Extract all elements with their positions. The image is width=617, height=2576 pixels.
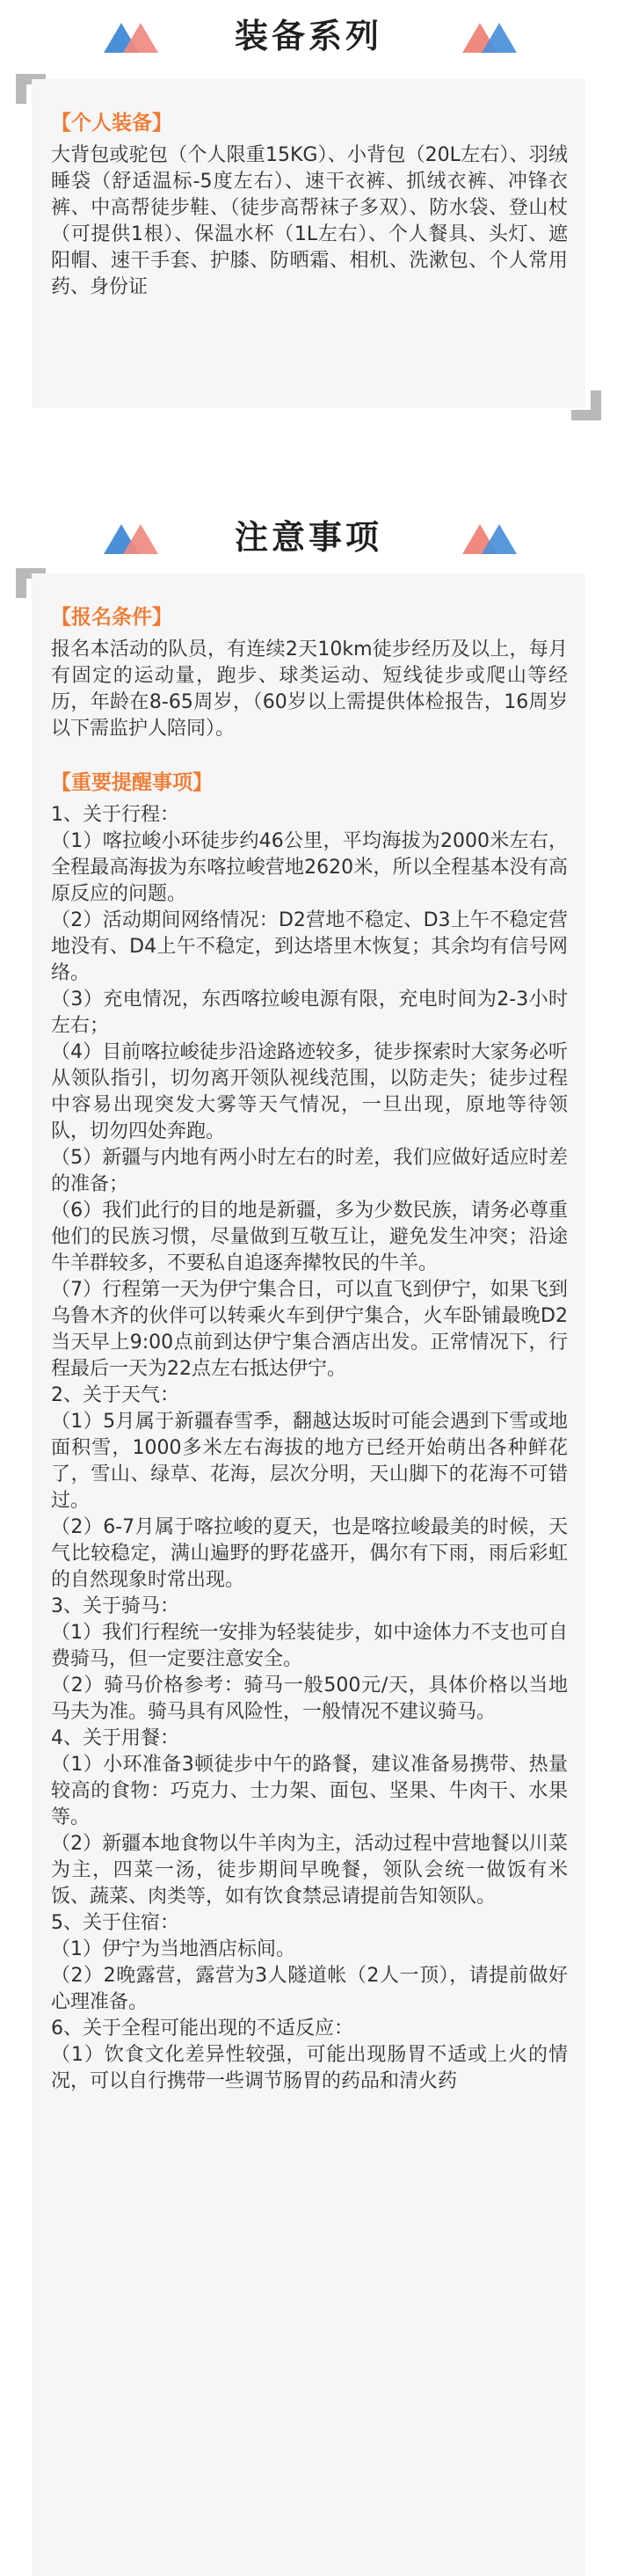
equipment-card: [32, 79, 585, 408]
notes-section-header: [0, 501, 617, 572]
twin-triangle-icon: [461, 521, 519, 556]
corner-bracket-icon: [571, 390, 601, 420]
reminder-line: （3）充电情况，东西喀拉峻电源有限，充电时间为2-3小时左右；: [51, 989, 568, 1037]
important-reminders-heading: 【重要提醒事项】: [51, 771, 213, 794]
reminder-line: （5）新疆与内地有两小时左右的时差，我们应做好适应时差的准备；: [51, 1147, 568, 1195]
reminder-line: （2）新疆本地食物以牛羊肉为主，活动过程中营地餐以川菜为主，四菜一汤，徒步期间早晚餐，领队会统一做饭有米饭、蔬菜、肉类等，如有饮食禁忌请提前告知领队。: [51, 1833, 568, 1908]
notes-title: 注意事项: [234, 518, 382, 557]
reminder-line: 6、关于全程可能出现的不适反应：: [51, 2018, 353, 2040]
reminder-line: （1）伊宁为当地酒店标间。: [51, 1938, 295, 1960]
reminder-line: （1）我们行程统一安排为轻装徒步，如中途体力不支也可自费骑马，但一定要注意安全。: [51, 1622, 568, 1670]
signup-conditions-heading: 【报名条件】: [51, 606, 172, 629]
notes-card: [32, 573, 585, 2576]
personal-gear-heading: 【个人装备】: [51, 112, 172, 135]
reminder-line: （2）2晚露营，露营为3人隧道帐（2人一顶），请提前做好心理准备。: [51, 1965, 568, 2013]
personal-gear-list: 大背包或驼包（个人限重15KG）、小背包（20L左右）、羽绒睡袋（舒适温标-5度左右）、速干衣裤、抓绒衣裤、冲锋衣裤、中高帮徒步鞋、（徒步高帮袜子多双）、防水袋、登山杖（可提供1根）、保温水杯（1L左右）、个人餐具、头灯、遮阳帽、速干手套、护膝、防晒霜、相机、洗漱包、个人常用药、身份证: [51, 144, 568, 298]
twin-triangle-icon: [461, 19, 519, 55]
reminder-line: 4、关于用餐：: [51, 1727, 179, 1749]
reminder-line: （1）小环准备3顿徒步中午的路餐，建议准备易携带、热量较高的食物：巧克力、士力架、面包、坚果、牛肉干、水果等。: [51, 1754, 568, 1828]
reminder-line: （2）骑马价格参考：骑马一般500元/天，具体价格以当地马夫为准。骑马具有风险性，一般情况不建议骑马。: [51, 1675, 568, 1723]
reminder-line: 1、关于行程：: [51, 804, 179, 826]
reminder-line: （1）5月属于新疆春雪季，翻越达坂时可能会遇到下雪或地面积雪，1000多米左右海拔的地方已经开始萌出各种鲜花了，雪山、绿草、花海，层次分明，天山脚下的花海不可错过。: [51, 1411, 568, 1512]
equipment-title: 装备系列: [234, 17, 382, 55]
reminder-line: （1）饮食文化差异性较强，可能出现肠胃不适或上火的情况，可以自行携带一些调节肠胃的药品和清火药: [51, 2044, 568, 2092]
reminder-line: （1）喀拉峻小环徒步约46公里，平均海拔为2000米左右，全程最高海拔为东喀拉峻营地2620米，所以全程基本没有高原反应的问题。: [51, 830, 568, 905]
reminder-line: （4）目前喀拉峻徒步沿途路迹较多，徒步探索时大家务必听从领队指引，切勿离开领队视线范围，以防走失；徒步过程中容易出现突发大雾等天气情况，一旦出现，原地等待领队，切勿四处奔跑。: [51, 1041, 568, 1142]
reminder-line: （2）活动期间网络情况：D2营地不稳定、D3上午不稳定营地没有、D4上午不稳定，到达塔里木恢复；其余均有信号网络。: [51, 909, 568, 984]
reminder-line: （2）6-7月属于喀拉峻的夏天，也是喀拉峻最美的时候，天气比较稳定，满山遍野的野花盛开，偶尔有下雨，雨后彩虹的自然现象时常出现。: [51, 1516, 568, 1591]
signup-conditions-text: 报名本活动的队员，有连续2天10km徒步经历及以上，每月有固定的运动量，跑步、球类运动、短线徒步或爬山等经历，年龄在8-65周岁，（60岁以上需提供体检报告，16周岁以下需监护人陪同）。: [51, 639, 568, 740]
reminder-line: 2、关于天气：: [51, 1384, 179, 1406]
reminder-line: 5、关于住宿：: [51, 1912, 179, 1934]
reminder-line: （7）行程第一天为伊宁集合日，可以直飞到伊宁，如果飞到乌鲁木齐的伙伴可以转乘火车到伊宁集合，火车卧铺最晚D2当天早上9:00点前到达伊宁集合酒店出发。正常情况下，行程最后一天为22点左右抵达伊宁。: [51, 1279, 568, 1380]
reminder-line: （6）我们此行的目的地是新疆，多为少数民族，请务必尊重他们的民族习惯，尽量做到互敬互让，避免发生冲突；沿途牛羊群较多，不要私自追逐奔撵牧民的牛羊。: [51, 1200, 568, 1274]
reminder-line: 3、关于骑马：: [51, 1595, 179, 1617]
equipment-section-header: [0, 0, 617, 70]
